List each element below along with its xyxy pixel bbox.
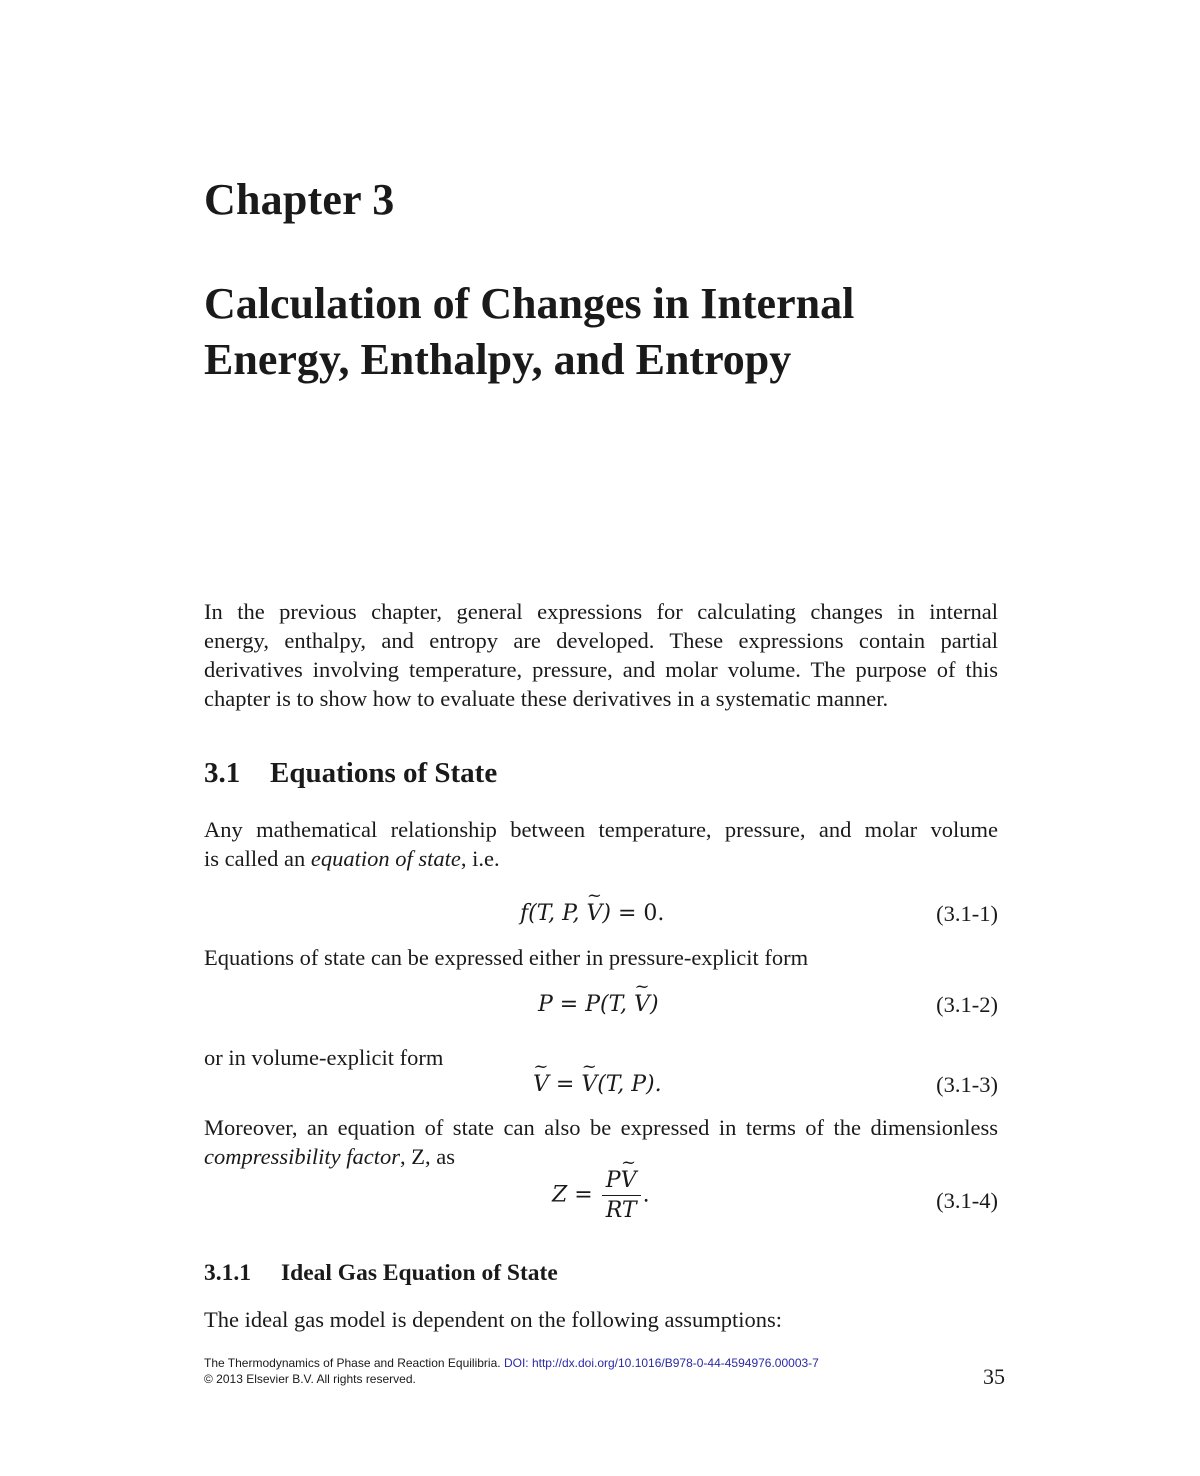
copyright: © 2013 Elsevier B.V. All rights reserved. [204, 1372, 416, 1386]
paragraph-line: Moreover, an equation of state can also be expressed in terms of the dimensionless [204, 1115, 998, 1140]
book-title: The Thermodynamics of Phase and Reaction Equilibria. [204, 1356, 501, 1370]
paragraph-line: Equations of state can be expressed either in pressure-explicit form [204, 945, 809, 970]
term-compressibility-factor: compressibility factor [204, 1144, 401, 1169]
page-footer [204, 1355, 819, 1387]
chapter-title-line-1: Calculation of Changes in Internal [204, 279, 855, 328]
equation-number: (3.1-1) [936, 901, 998, 926]
equation-3-1-2: P = P(T, ~ V) [538, 992, 659, 1017]
paragraph-line: is called an equation of state, i.e. [204, 846, 500, 871]
paragraph-line: or in volume-explicit form [204, 1045, 444, 1070]
paragraph-pressure-explicit [204, 943, 998, 972]
section-number: 3.1 [204, 757, 241, 789]
equation-3-1-3: ~ V = ~ V(T, P). [533, 1072, 662, 1097]
intro-paragraph [204, 597, 998, 713]
intro-line: energy, enthalpy, and entropy are developed. These expressions contain partial [204, 628, 998, 653]
term-equation-of-state: equation of state [310, 846, 461, 871]
paragraph-line: Any mathematical relationship between temperature, pressure, and molar volume [204, 817, 998, 842]
doi-link[interactable]: DOI: http://dx.doi.org/10.1016/B978-0-44-4594976.00003-7 [503, 1356, 819, 1370]
section-title: Ideal Gas Equation of State [281, 1260, 558, 1286]
section-heading-3-1 [204, 754, 497, 792]
intro-line: In the previous chapter, general expressions for calculating changes in internal [204, 599, 998, 624]
equation-number: (3.1-3) [936, 1072, 998, 1097]
paragraph-line: The ideal gas model is dependent on the following assumptions: [204, 1307, 783, 1332]
section-title: Equations of State [270, 757, 498, 789]
section-number: 3.1.1 [204, 1260, 251, 1286]
fraction: $\frac{P\sim V}{RT}$ [602, 1168, 641, 1223]
equation-3-1-1: f(T, P, ~ V) = 0. [520, 901, 664, 926]
chapter-title-line-2: Energy, Enthalpy, and Entropy [204, 335, 792, 384]
chapter-title [204, 276, 1004, 388]
paragraph-compressibility [204, 1113, 998, 1171]
intro-line: derivatives involving temperature, pressure, and molar volume. The purpose of this [204, 657, 998, 682]
paragraph-ideal-gas [204, 1305, 998, 1334]
equation-number: (3.1-4) [936, 1188, 998, 1213]
intro-line: chapter is to show how to evaluate these derivatives in a systematic manner. [204, 686, 889, 711]
page-number: 35 [983, 1364, 1005, 1389]
paragraph-volume-explicit [204, 1043, 998, 1072]
equation-3-1-4: Z = $\frac{P\sim V}{RT}$ . [552, 1168, 650, 1223]
paragraph-eos-definition [204, 815, 998, 873]
section-heading-3-1-1 [204, 1258, 558, 1288]
equation-number: (3.1-2) [936, 992, 998, 1017]
paragraph-line: compressibility factor, Z, as [204, 1144, 456, 1169]
chapter-label: Chapter 3 [204, 175, 395, 224]
